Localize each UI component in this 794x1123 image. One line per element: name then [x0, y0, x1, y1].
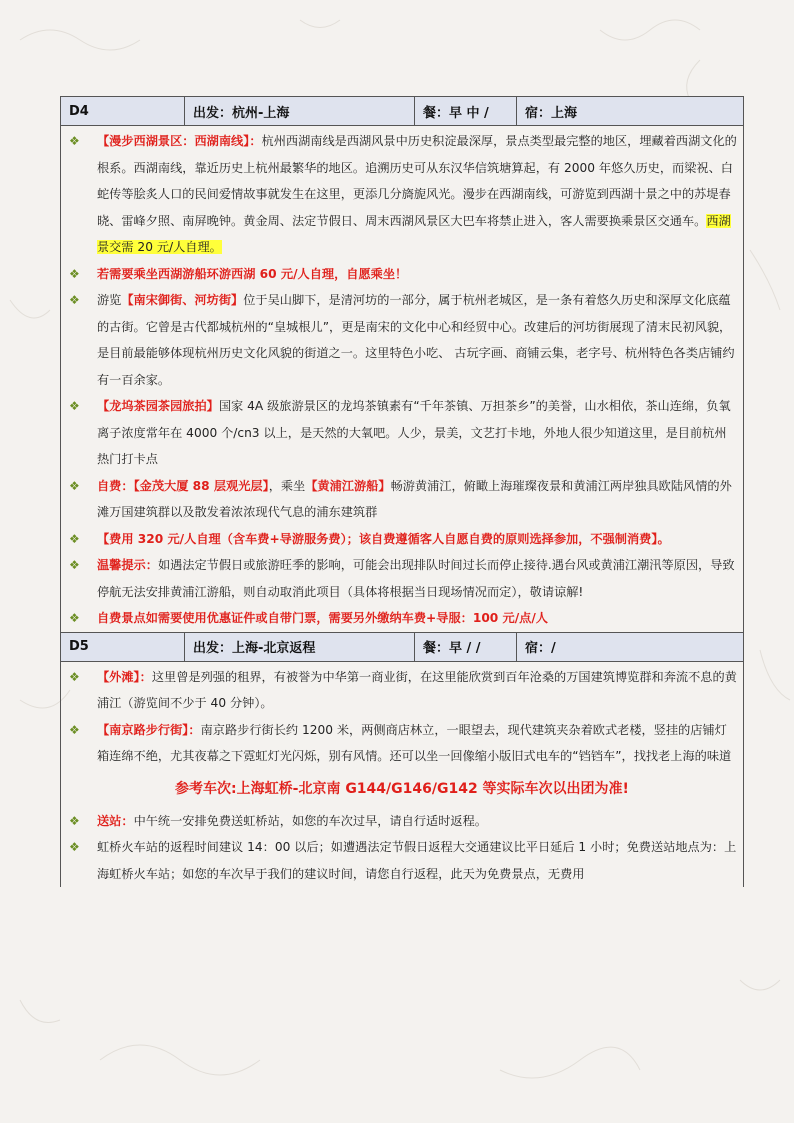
item-title: 【费用 320 元/人自理（含车费+导游服务费）；该自费遵循客人自愿自费的原则选择参加，不强制消费】。: [97, 531, 670, 546]
list-item: [67, 552, 737, 605]
item-title: 【外滩】：: [97, 669, 152, 684]
list-item: [67, 473, 737, 526]
item-title: 若需要乘坐西湖游船环游西湖 60 元/人自理，自愿乘坐！: [97, 266, 408, 281]
route-label: 出发：上海-北京返程: [185, 633, 415, 661]
day-content-d4: [61, 126, 743, 632]
meal-label: 餐：早 中 /: [415, 97, 517, 125]
list-item: [67, 717, 737, 770]
train-reference: 参考车次:上海虹桥-北京南 G144/G146/G142 等实际车次以出团为准!: [175, 780, 629, 797]
day-label: D5: [61, 633, 185, 661]
bullet-diamond-icon: ❖: [69, 840, 80, 854]
list-item: [67, 664, 737, 717]
day-header-d5: [61, 632, 743, 662]
list-item: [67, 261, 737, 288]
day-content-d5: [61, 662, 743, 888]
item-text: 如遇法定节假日或旅游旺季的影响，可能会出现排队时间过长而停止接待.遇台风或黄浦江潮汛等原因，导致停航无法安排黄浦江游船，则自动取消此项目（具体将根据当日现场情况而定），敬请谅解!: [97, 558, 735, 599]
item-title: 自费景点如需要使用优惠证件或自带门票，需要另外缴纳车费+导服：100 元/点/人: [97, 611, 548, 625]
item-title: 【南宋御街、河坊街】: [121, 293, 244, 307]
bullet-diamond-icon: ❖: [69, 558, 80, 572]
list-item: [67, 526, 737, 553]
bullet-diamond-icon: ❖: [69, 531, 80, 546]
stay-label: 宿：/: [525, 641, 556, 656]
bullet-diamond-icon: ❖: [69, 669, 80, 684]
item-text: 虹桥火车站的返程时间建议 14：00 以后；如遭遇法定节假日返程大交通建议比平日延后 1 小时；免费送站地点为：上海虹桥火车站；如您的车次早于我们的建议时间，请您自行返程，此天为免费景点，无费用: [97, 840, 737, 881]
item-text: 杭州西湖南线是西湖风景中历史积淀最深厚，景点类型最完整的地区，埋藏着西湖文化的根系。西湖南线，靠近历史上杭州最繁华的地区。追溯历史可从东汉华信筑塘算起，有 2000 年悠久历史，而梁祝、白蛇传等脍炙人口的民间爱情故事就发生在这里，更添几分旖旎风光。漫步在西湖南线，可游览到西湖十景之中的苏堤春晓、雷峰夕照、南屏晚钟。黄金周、法定节假日、周末西湖风景区大巴车将禁止进入，客人需要换乘景区交通车。: [97, 134, 737, 228]
bullet-diamond-icon: ❖: [69, 266, 80, 281]
item-title: 送站：: [97, 813, 134, 828]
highlight-note: 西湖景交需 20 元/人自理。: [97, 213, 731, 254]
list-item: [67, 287, 737, 393]
item-text: 这里曾是列强的租界，有被誉为中华第一商业街，在这里能欣赏到百年沧桑的万国建筑博览群和奔流不息的黄浦江（游览间不少于 40 分钟）。: [97, 669, 737, 710]
item-text: 中午统一安排免费送虹桥站，如您的车次过早，请自行适时返程。: [133, 813, 487, 828]
meal-label: 餐：早 / /: [415, 633, 517, 661]
item-text: ，乘坐: [268, 478, 306, 493]
item-title: 温馨提示：: [97, 558, 158, 572]
item-title: 【黄浦江游船】: [305, 478, 391, 493]
list-item: [67, 834, 737, 887]
stay-label: 宿：上海: [525, 105, 578, 121]
bullet-diamond-icon: ❖: [69, 293, 80, 307]
bullet-diamond-icon: ❖: [69, 813, 80, 828]
item-title: 自费：【金茂大厦 88 层观光层】: [97, 478, 269, 493]
item-title: 【南京路步行街】：: [97, 722, 201, 737]
item-text: 国家 4A 级旅游景区的龙坞茶镇素有“千年茶镇、万担茶乡”的美誉，山水相依，茶山连绵，负氧离子浓度常年在 4000 个/cn3 以上，是天然的大氧吧。人少，景美，文艺打卡地，外地人很少知道这里，是目前杭州热门打卡点: [97, 399, 731, 466]
bullet-diamond-icon: ❖: [69, 722, 80, 737]
itinerary-table: [60, 96, 744, 887]
route-label: 出发：杭州-上海: [185, 97, 415, 125]
list-item: [67, 128, 737, 261]
day-label: D4: [61, 97, 185, 125]
item-title: 【龙坞茶园茶园旅拍】: [97, 399, 219, 413]
bullet-diamond-icon: ❖: [69, 399, 80, 413]
item-text: 南京路步行街长约 1200 米，两侧商店林立，一眼望去，现代建筑夹杂着欧式老楼，竖挂的店铺灯箱连绵不绝，尤其夜幕之下霓虹灯光闪烁，别有风情。还可以坐一回像缩小版旧式电车的“铛铛车”，找找老上海的味道: [97, 722, 732, 763]
bullet-diamond-icon: ❖: [69, 478, 80, 493]
bullet-diamond-icon: ❖: [69, 134, 80, 148]
item-text: 畅游黄浦江，俯瞰上海璀璨夜景和黄浦江两岸独具欧陆风情的外滩万国建筑群以及散发着浓浓现代气息的浦东建筑群: [97, 478, 732, 519]
bullet-diamond-icon: ❖: [69, 611, 80, 625]
item-text: 位于吴山脚下，是清河坊的一部分，属于杭州老城区，是一条有着悠久历史和深厚文化底蕴的古街。它曾是古代都城杭州的“皇城根儿”，更是南宋的文化中心和经贸中心。改建后的河坊街展现了清末民初风貌，是目前最能够体现杭州历史文化风貌的街道之一。这里特色小吃、 古玩字画、商铺云集，老字号、杭州特色各类店铺约有一百余家。: [97, 293, 735, 387]
item-title: 【漫步西湖景区：西湖南线】：: [97, 134, 262, 148]
list-item: [67, 605, 737, 632]
item-prefix: 游览: [97, 293, 122, 307]
list-item: [67, 808, 737, 835]
day-header-d4: [61, 97, 743, 126]
list-item: [67, 393, 737, 473]
